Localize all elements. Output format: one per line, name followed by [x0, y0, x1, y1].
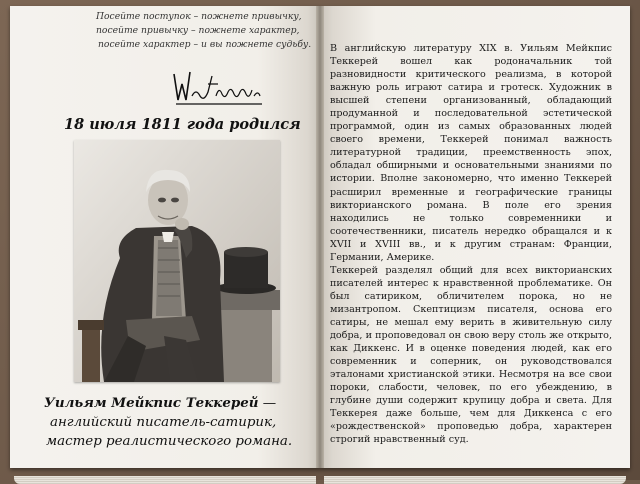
- portrait-caption: [44, 394, 304, 451]
- epigraph-line: посейте привычку – пожнете характер,: [96, 25, 300, 36]
- book-spine: [316, 6, 324, 468]
- epigraph-line: посейте характер – и вы пожнете судьбу.: [98, 39, 312, 50]
- left-page-edge: [14, 476, 316, 484]
- caption-line: мастер реалистического романа.: [46, 434, 293, 449]
- epigraph: [96, 10, 312, 52]
- right-page-edge: [324, 476, 626, 484]
- paragraph: В английскую литературу XIX в. Уильям Мейкпис Теккерей вошел как родоначальник той разновидности критического реализма, в которой важную роль играют сатира и гротеск. Художник в высшей степени организованный, обладающий продуманной и последовательной эстетической программой, один из самых образованных людей своего времени, Теккерей понимал важность литературной традиции, преемственность эпох, обладал обширными и основательными знаниями по истории. Вполне закономерно, что именно Теккерей расширил временные и географические границы викторианского романа. В поле его зрения находились не только современники и соотечественники, писатель нередко обращался и к XVII и XVIII вв., и к другим странам: Франции, Германии, Америке.: [330, 43, 612, 263]
- epigraph-line: Посейте поступок – пожнете привычку,: [96, 11, 302, 22]
- caption-line: английский писатель-сатирик,: [50, 415, 277, 430]
- author-portrait-photo: [74, 140, 280, 382]
- author-name: Уильям Мейкпис Теккерей: [44, 395, 259, 411]
- birth-date-heading: 18 июля 1811 года родился: [64, 116, 301, 133]
- biography-text: [330, 42, 612, 446]
- caption-dash: —: [258, 396, 277, 411]
- paragraph: Теккерей разделял общий для всех викторианских писателей интерес к нравственной проблематике. Он был сатириком, обличителем порока, но не мизантропом. Скептицизм писателя, основа его сатиры, не мешал ему верить в живительную силу добра, и проповедовал он свою веру столь же открыто, как Диккенс. И в оценке поведения людей, как его современник и соперник, он руководствовался эталонами христианской этики. Несмотря на все свои пороки, слабости, человек, по его убеждению, в глубине души содержит крупицу добра и света. Для Теккерея даже больше, чем для Диккенса с его «рождественской» проповедью добра, характерен строгий нравственный суд.: [330, 264, 612, 446]
- author-signature: [168, 66, 268, 110]
